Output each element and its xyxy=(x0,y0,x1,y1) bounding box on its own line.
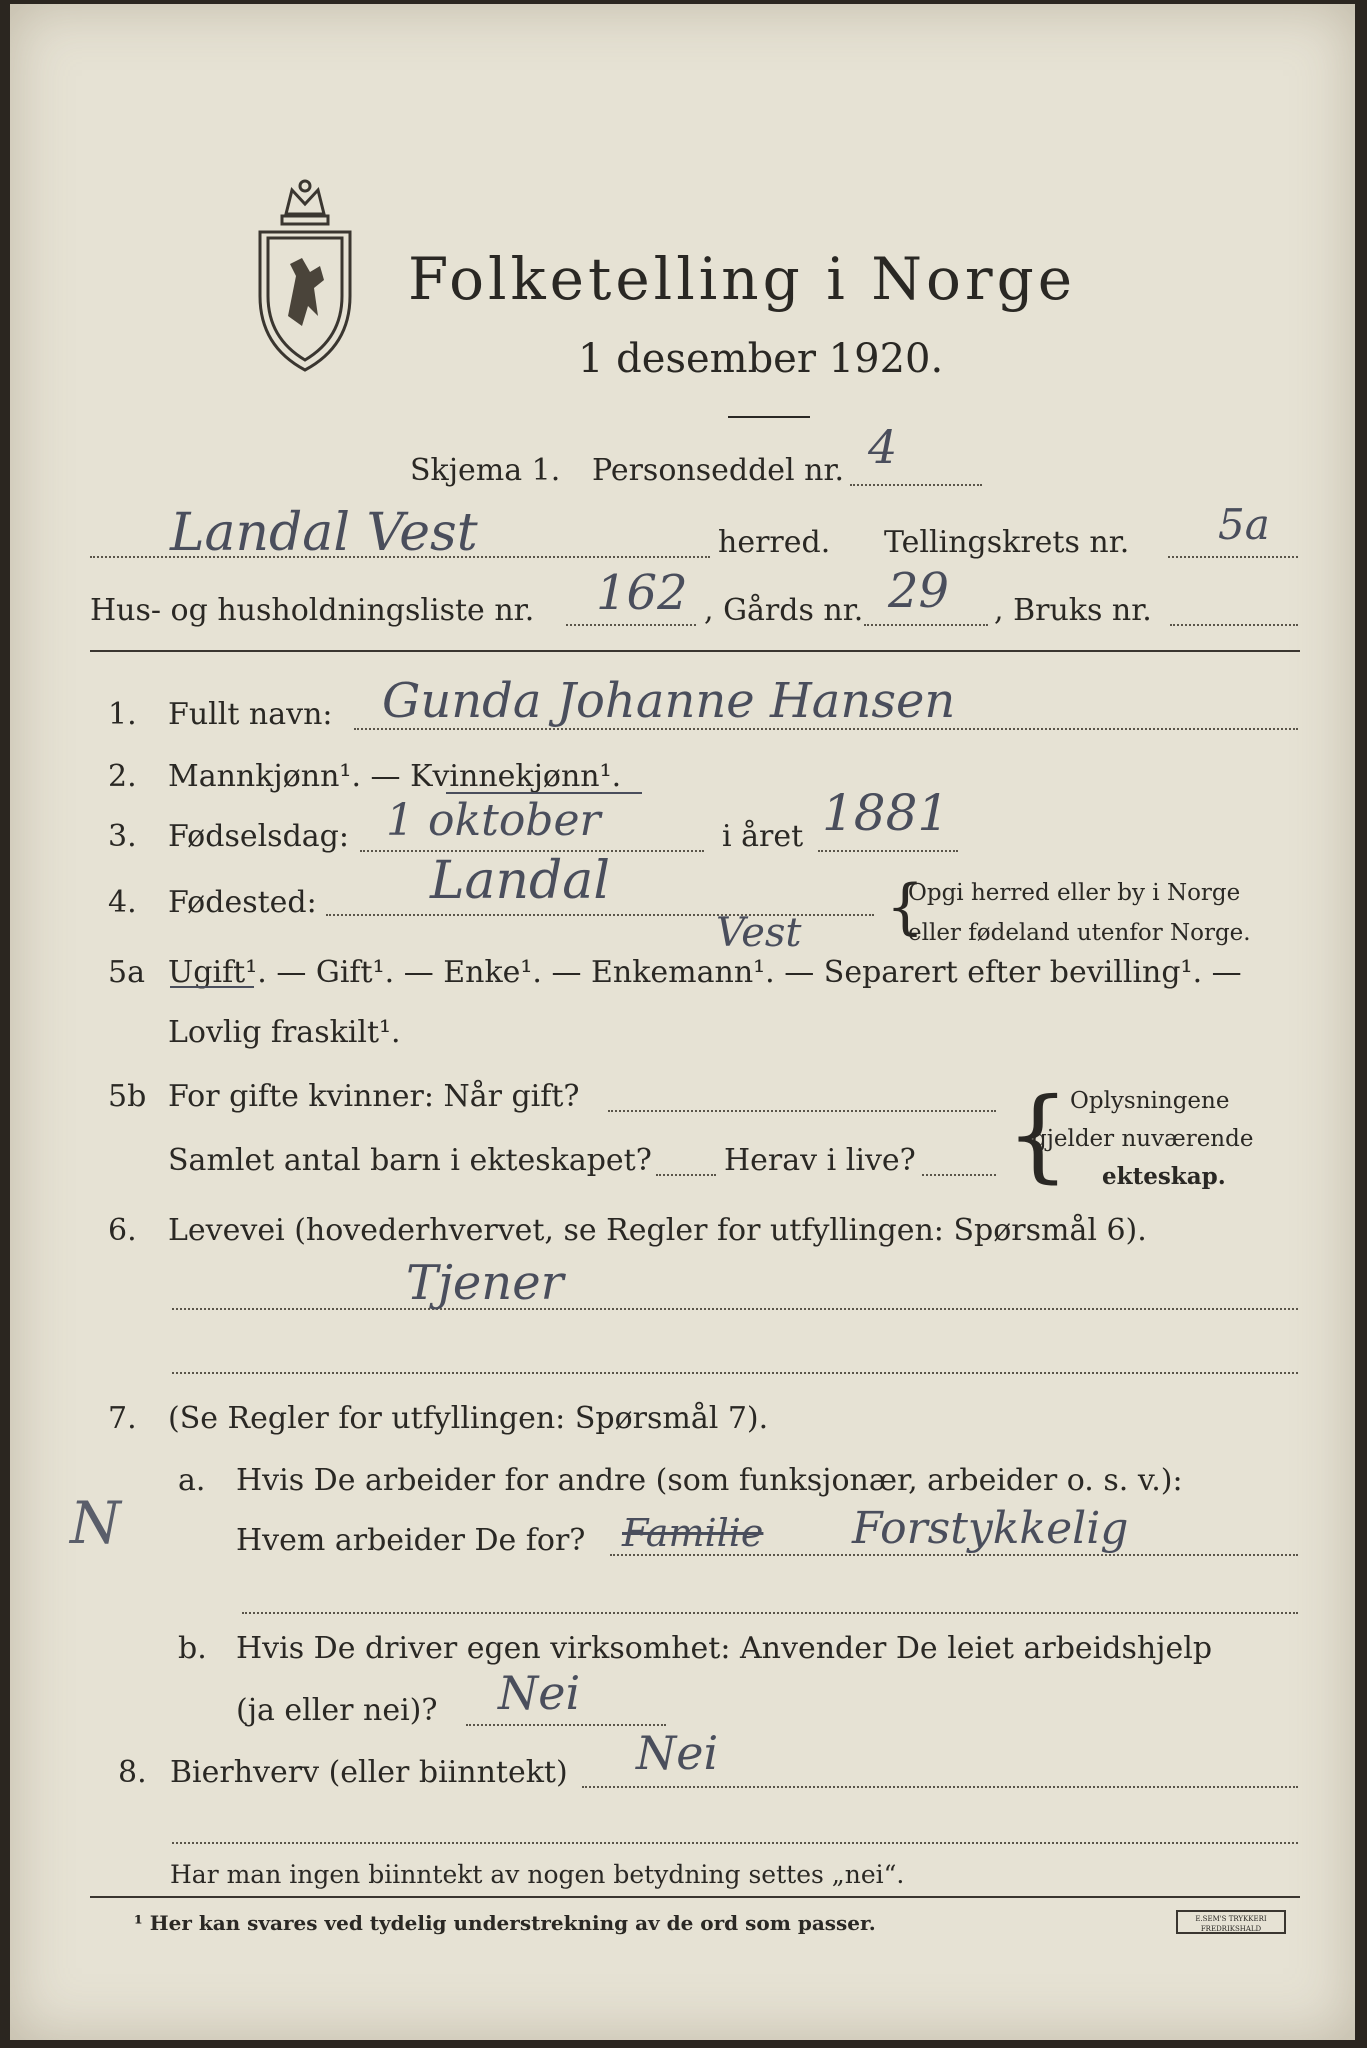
q7a-line2: Hvem arbeider De for? xyxy=(236,1523,586,1558)
norway-coat-of-arms-icon xyxy=(246,176,364,376)
q6-number: 6. xyxy=(108,1213,137,1248)
herred-label: herred. xyxy=(718,525,831,560)
gards-label: , Gårds nr. xyxy=(704,593,864,628)
q5b-note-line2: gjelder nuværende xyxy=(1032,1126,1254,1152)
gards-line xyxy=(864,624,988,626)
footer-divider xyxy=(90,1896,1300,1898)
personseddel-value: 4 xyxy=(868,420,898,474)
q2-number: 2. xyxy=(108,759,137,794)
census-form-page xyxy=(10,4,1355,2040)
q1-label: Fullt navn: xyxy=(168,697,333,732)
q5b-children-line xyxy=(656,1174,716,1176)
q7a-value: Forstykkelig xyxy=(852,1503,1129,1554)
q3-year-label: i året xyxy=(722,819,804,854)
tellingskrets-value: 5a xyxy=(1218,500,1270,549)
q1-value: Gunda Johanne Hansen xyxy=(382,673,956,729)
q1-number: 1. xyxy=(108,697,137,732)
q7a-value-struck: Familie xyxy=(622,1511,764,1555)
q2-underline xyxy=(446,792,642,794)
q7b-line1: Hvis De driver egen virksomhet: Anvender De leiet arbeidshjelp xyxy=(236,1631,1213,1666)
q5b-note-line1: Oplysningene xyxy=(1070,1088,1230,1114)
q5b-line1: For gifte kvinner: Når gift? xyxy=(168,1079,580,1114)
q4-value2: Vest xyxy=(716,910,802,956)
census-date: 1 desember 1920. xyxy=(578,336,944,382)
q4-note-line2: eller fødeland utenfor Norge. xyxy=(908,920,1251,946)
q5b-alive-line xyxy=(922,1174,996,1176)
husliste-value: 162 xyxy=(596,565,688,621)
q7a-line2-dots xyxy=(242,1612,1298,1614)
margin-mark: N xyxy=(70,1489,121,1557)
q8-value: Nei xyxy=(636,1726,719,1780)
bruks-line xyxy=(1170,624,1298,626)
q6-value: Tjener xyxy=(406,1255,564,1311)
q5a-underline xyxy=(170,986,254,988)
q3-year-value: 1881 xyxy=(822,784,950,842)
q4-note-line1: Opgi herred eller by i Norge xyxy=(908,880,1241,906)
q3-year-line xyxy=(818,850,958,852)
bruks-label: , Bruks nr. xyxy=(994,593,1152,628)
tellingskrets-line xyxy=(1168,556,1298,558)
gards-value: 29 xyxy=(888,563,950,619)
q5a-line1: Ugift¹. — Gift¹. — Enke¹. — Enkemann¹. — Separert efter bevilling¹. — xyxy=(168,955,1242,990)
q5b-brace: { xyxy=(1006,1076,1070,1193)
header-divider xyxy=(90,650,1300,652)
q7b-letter: b. xyxy=(178,1631,207,1666)
q8-label: Bierhverv (eller biinntekt) xyxy=(170,1755,568,1790)
herred-value: Landal Vest xyxy=(170,503,478,563)
printer-stamp-text: E.SEM'S TRYKKERI FREDRIKSHALD xyxy=(1195,1915,1267,1933)
q3-value: 1 oktober xyxy=(386,795,601,846)
q7b-value: Nei xyxy=(498,1666,581,1720)
q3-label: Fødselsdag: xyxy=(168,819,349,854)
husliste-label: Hus- og husholdningsliste nr. xyxy=(90,593,535,628)
q8-line2 xyxy=(172,1842,1298,1844)
personseddel-line xyxy=(850,484,982,486)
q5a-number: 5a xyxy=(108,955,145,990)
q5b-note-line3: ekteskap. xyxy=(1102,1163,1226,1190)
form-title: Folketelling i Norge xyxy=(408,245,1077,313)
printer-stamp xyxy=(1176,1910,1286,1934)
q4-brace: { xyxy=(886,872,925,942)
q7-number: 7. xyxy=(108,1401,137,1436)
q6-label: Levevei (hovederhvervet, se Regler for utfyllingen: Spørsmål 6). xyxy=(168,1213,1147,1248)
q7-label: (Se Regler for utfyllingen: Spørsmål 7). xyxy=(168,1401,769,1436)
biinntekt-note: Har man ingen biinntekt av nogen betydning settes „nei“. xyxy=(170,1860,905,1889)
q8-number: 8. xyxy=(118,1755,147,1790)
q4-value: Landal xyxy=(430,851,610,911)
q7a-letter: a. xyxy=(178,1463,206,1498)
q6-line1 xyxy=(172,1308,1298,1310)
schema-label: Skjema 1. xyxy=(410,453,561,488)
husliste-line xyxy=(566,624,696,626)
q7b-line2: (ja eller nei)? xyxy=(236,1693,438,1728)
q5b-number: 5b xyxy=(108,1079,147,1114)
q3-number: 3. xyxy=(108,819,137,854)
title-divider xyxy=(728,416,810,418)
q4-number: 4. xyxy=(108,885,137,920)
q5b-line2b: Herav i live? xyxy=(724,1143,916,1178)
personseddel-label: Personseddel nr. xyxy=(592,453,845,488)
q6-line2 xyxy=(172,1372,1298,1374)
q7a-line1: Hvis De arbeider for andre (som funksjonær, arbeider o. s. v.): xyxy=(236,1463,1183,1498)
q4-label: Fødested: xyxy=(168,885,317,920)
q5b-line2a: Samlet antal barn i ekteskapet? xyxy=(168,1143,652,1178)
q5b-married-line xyxy=(608,1110,996,1112)
q8-line xyxy=(582,1786,1298,1788)
footnote: ¹ Her kan svares ved tydelig understrekning av de ord som passer. xyxy=(134,1911,876,1935)
q5a-line2: Lovlig fraskilt¹. xyxy=(168,1015,401,1050)
tellingskrets-label: Tellingskrets nr. xyxy=(884,525,1130,560)
q2-label: Mannkjønn¹. — Kvinnekjønn¹. xyxy=(168,759,622,794)
